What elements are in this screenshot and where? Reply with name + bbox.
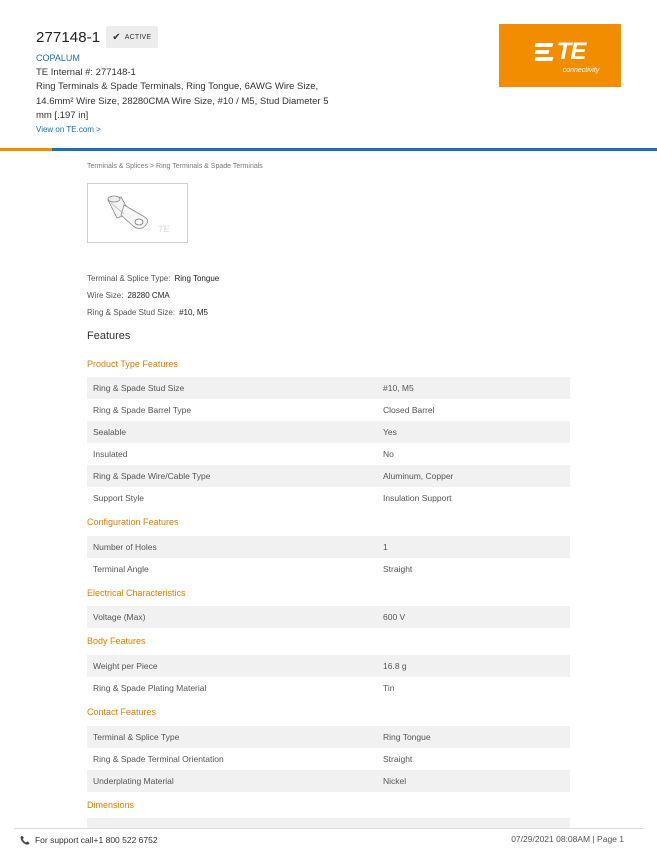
- table-row-partial: [87, 818, 570, 828]
- part-number: 277148-1: [36, 28, 101, 46]
- view-on-te-link[interactable]: View on TE.com >: [36, 125, 101, 134]
- row-key: Terminal Angle: [93, 564, 149, 574]
- product-thumbnail: [87, 183, 188, 243]
- row-key: Ring & Spade Barrel Type: [93, 405, 192, 415]
- status-badge: [106, 26, 158, 48]
- group-title-contact: Contact Features: [87, 707, 157, 717]
- header-divider-orange: [0, 148, 52, 151]
- brand-link[interactable]: COPALUM: [36, 53, 80, 63]
- spec-terminal-type: [87, 274, 219, 283]
- support-text: For support call+1 800 522 6752: [34, 835, 158, 845]
- row-value: Aluminum, Copper: [383, 471, 454, 481]
- spec-label: Ring & Spade Stud Size:: [87, 308, 176, 317]
- row-value: Yes: [383, 427, 397, 437]
- logo-mark: [535, 38, 586, 66]
- logo-lines-icon: [535, 43, 553, 61]
- features-heading: Features: [87, 330, 131, 342]
- logo-text: TE: [556, 37, 586, 65]
- row-value: Straight: [383, 754, 413, 764]
- table-row: [87, 677, 570, 699]
- spec-label: Terminal & Splice Type:: [87, 274, 171, 283]
- header-divider-blue: [52, 148, 657, 151]
- internal-number: TE Internal #: 277148-1: [36, 67, 136, 78]
- row-value: Ring Tongue: [383, 732, 431, 742]
- table-row: [87, 399, 570, 421]
- row-value: Closed Barrel: [383, 405, 435, 415]
- row-key: Sealable: [93, 427, 127, 437]
- table-row: [87, 377, 570, 399]
- table-row: [87, 421, 570, 443]
- phone-icon: 📞: [20, 835, 30, 845]
- spec-stud-size: [87, 308, 208, 317]
- row-key: Ring & Spade Wire/Cable Type: [93, 471, 211, 481]
- table-row: [87, 770, 570, 792]
- page-info: 07/29/2021 08:08AM | Page 1: [511, 834, 624, 844]
- row-key: Underplating Material: [93, 776, 174, 786]
- ring-terminal-image: [88, 184, 187, 242]
- row-key: Voltage (Max): [93, 612, 146, 622]
- logo-subtitle: connectivity: [562, 66, 600, 74]
- row-value: 1: [383, 542, 388, 552]
- support-line: [20, 835, 158, 845]
- row-value: 600 V: [383, 612, 406, 622]
- row-key: Support Style: [93, 493, 145, 503]
- row-value: Insulation Support: [383, 493, 452, 503]
- table-row: [87, 606, 570, 628]
- breadcrumb[interactable]: Terminals & Splices > Ring Terminals & Spade Terminals: [87, 163, 263, 170]
- row-value: #10, M5: [383, 383, 414, 393]
- row-value: No: [383, 449, 394, 459]
- table-row: [87, 558, 570, 580]
- spec-label: Wire Size:: [87, 291, 124, 300]
- row-value: Nickel: [383, 776, 407, 786]
- table-row: [87, 748, 570, 770]
- table-row: [87, 655, 570, 677]
- table-row: [87, 465, 570, 487]
- part-row: [36, 26, 158, 48]
- spec-value: #10, M5: [179, 308, 208, 317]
- row-key: Number of Holes: [93, 542, 157, 552]
- row-key: Weight per Piece: [93, 661, 158, 671]
- footer-divider: [14, 828, 643, 829]
- document-header: [0, 0, 657, 152]
- table-row: [87, 443, 570, 465]
- row-key: Ring & Spade Terminal Orientation: [93, 754, 224, 764]
- row-key: Terminal & Splice Type: [93, 732, 180, 742]
- row-key: Insulated: [93, 449, 128, 459]
- page-footer: [0, 828, 657, 850]
- group-title-electrical: Electrical Characteristics: [87, 588, 186, 598]
- check-icon: ✔: [112, 31, 121, 43]
- row-key: Ring & Spade Plating Material: [93, 683, 207, 693]
- spec-wire-size: [87, 291, 170, 300]
- row-value: Straight: [383, 564, 413, 574]
- row-key: Ring & Spade Stud Size: [93, 383, 185, 393]
- table-row: [87, 487, 570, 509]
- group-title-dimensions: Dimensions: [87, 800, 135, 810]
- row-value: 16.8 g: [383, 661, 407, 671]
- group-title-configuration: Configuration Features: [87, 517, 179, 527]
- table-row: [87, 726, 570, 748]
- group-title-product-type: Product Type Features: [87, 359, 178, 369]
- group-title-body: Body Features: [87, 636, 146, 646]
- product-description: Ring Terminals & Spade Terminals, Ring Tongue, 6AWG Wire Size, 14.6mm² Wire Size, 28280CMA Wire Size, #10 / M5, Stud Diameter 5 mm [.197 in]: [36, 81, 329, 122]
- spec-value: Ring Tongue: [174, 274, 220, 283]
- table-row: [87, 536, 570, 558]
- te-connectivity-logo: [499, 24, 621, 87]
- spec-value: 28280 CMA: [127, 291, 170, 300]
- thumbnail-watermark: TE: [158, 224, 170, 234]
- status-label: ACTIVE: [124, 33, 152, 41]
- row-value: Tin: [383, 683, 395, 693]
